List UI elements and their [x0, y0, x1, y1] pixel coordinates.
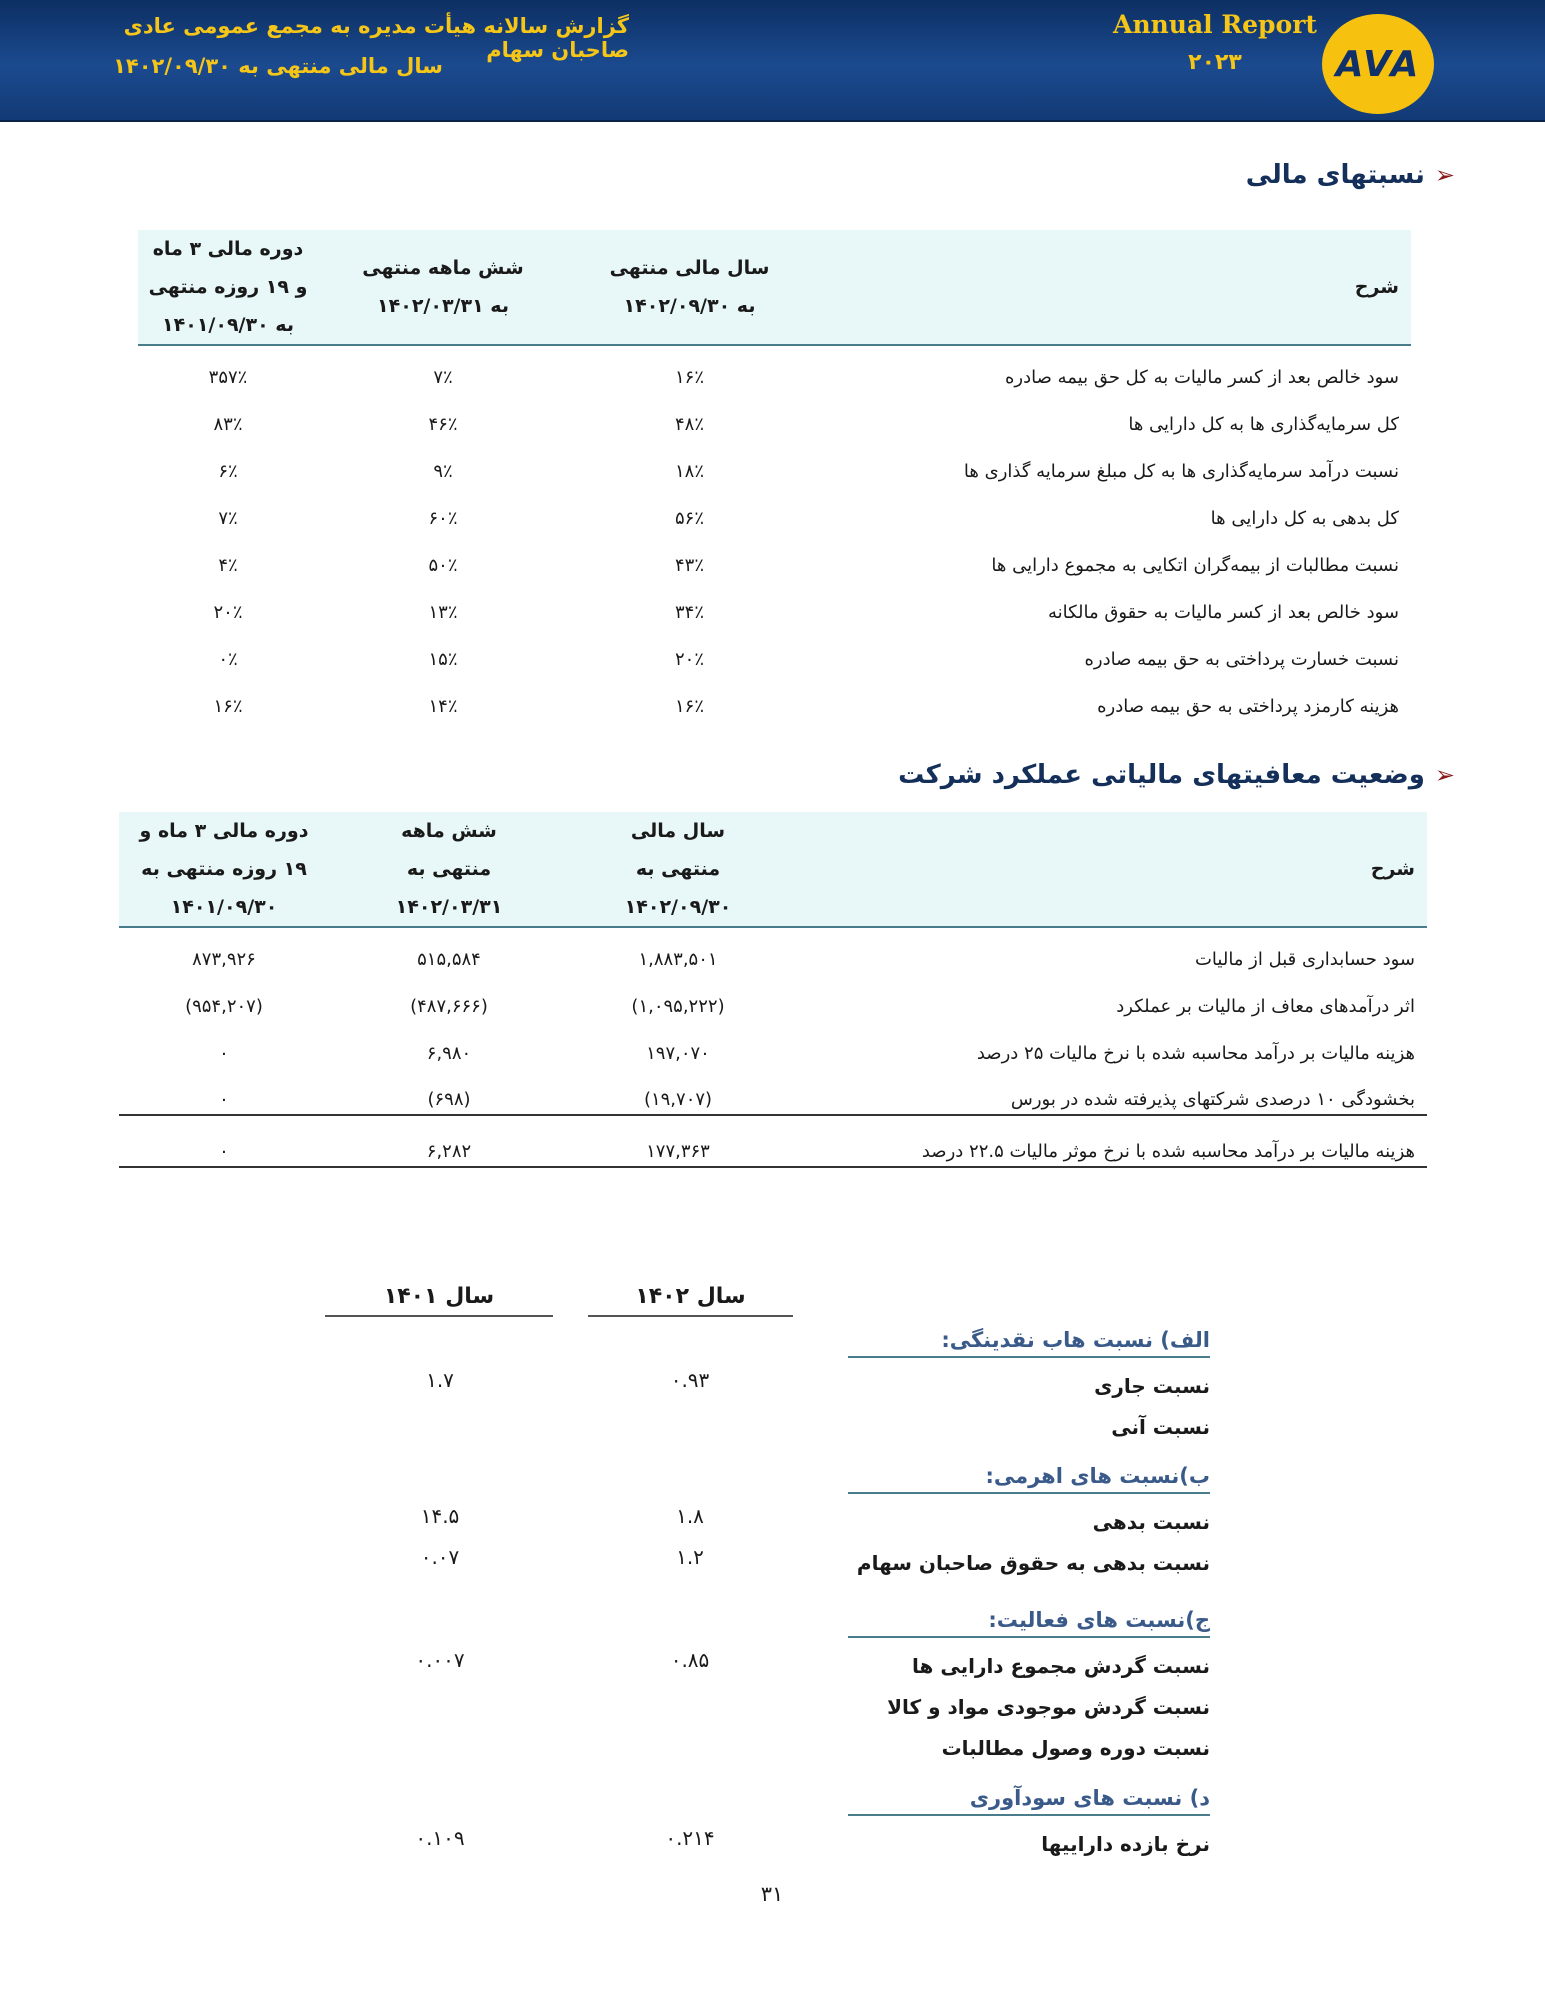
ratio-group-title: ج)نسبت های فعالیت: [848, 1608, 1210, 1638]
ratio-label: نسبت دوره وصول مطالبات [941, 1736, 1210, 1760]
table-row [138, 439, 1411, 486]
report-year: ۲۰۲۳ [1188, 50, 1242, 75]
section-title: وضعیت معافیتهای مالیاتی عملکرد شرکت [898, 760, 1425, 790]
table-row [138, 392, 1411, 439]
row-value: ۳۴٪ [674, 602, 704, 623]
arrow-bullet-icon: ➢ [1434, 161, 1455, 189]
total-row [119, 1115, 1427, 1167]
row-description: سود حسابداری قبل از مالیات [1194, 949, 1415, 970]
table-row [138, 627, 1411, 674]
table-row [119, 1068, 1427, 1115]
ratio-group-title: ب)نسبت های اهرمی: [848, 1464, 1210, 1494]
ava-logo [1322, 14, 1434, 114]
row-description: سود خالص بعد از کسر مالیات به حقوق مالکانه [1047, 602, 1399, 623]
row-value: ۰٪ [218, 649, 238, 670]
table-row [119, 974, 1427, 1021]
ratio-value-1401: ۰.۰۷ [420, 1545, 460, 1569]
total-value: ۶,۲۸۲ [329, 1115, 569, 1167]
year-1401-header: سال ۱۴۰۱ [325, 1284, 553, 1317]
row-description: نسبت مطالبات از بیمه‌گران اتکایی به مجموع دارایی ها [991, 555, 1399, 576]
row-value: ۴۶٪ [428, 414, 458, 435]
row-value: ۳۵۷٪ [208, 367, 248, 388]
row-value: ۲۰٪ [213, 602, 243, 623]
row-value: ۴۸٪ [674, 414, 704, 435]
row-description: اثر درآمدهای معاف از مالیات بر عملکرد [1116, 996, 1415, 1017]
table-row [119, 927, 1427, 974]
table-header-row [119, 812, 1427, 927]
ratio-label: نرخ بازده داراییها [1041, 1832, 1210, 1856]
col-fy1402: سال مالی منتهی به ۱۴۰۲/۰۹/۳۰ [569, 812, 787, 927]
arrow-bullet-icon: ➢ [1434, 761, 1455, 789]
ratio-label: نسبت بدهی به حقوق صاحبان سهام [856, 1551, 1210, 1575]
row-description: بخشودگی ۱۰ درصدی شرکتهای پذیرفته شده در بورس [1010, 1089, 1415, 1110]
ratio-label: نسبت آنی [1111, 1415, 1210, 1439]
ratio-label: نسبت جاری [1094, 1374, 1210, 1398]
row-value: ۰ [219, 1089, 229, 1110]
row-value: ۶,۹۸۰ [426, 1043, 472, 1064]
ratio-value-1401: ۰.۰۰۷ [415, 1648, 465, 1672]
row-value: (۶۹۸) [427, 1089, 471, 1110]
ratio-value-1402: ۰.۸۵ [670, 1648, 710, 1672]
ratio-value-1401: ۱.۷ [426, 1368, 454, 1392]
row-value: ۱۳٪ [428, 602, 458, 623]
ratio-value-1401: ۰.۱۰۹ [415, 1826, 465, 1850]
ratio-value-1402: ۰.۲۱۴ [665, 1826, 715, 1850]
col-description: شرح [811, 230, 1411, 345]
ratio-label: نسبت بدهی [1092, 1510, 1210, 1534]
table-row [138, 674, 1411, 721]
col-6m1402: شش ماهه منتهی به ۱۴۰۲/۰۳/۳۱ [318, 230, 568, 345]
section-title: نسبتهای مالی [1245, 160, 1425, 190]
section-tax-exemption-heading [898, 760, 1455, 790]
row-value: ۷٪ [218, 508, 238, 529]
row-value: ۶۰٪ [428, 508, 458, 529]
row-value: ۱۹۷,۰۷۰ [646, 1043, 710, 1064]
row-value: (۱۹,۷۰۷) [643, 1089, 713, 1110]
ratio-group-title: الف) نسبت هاب نقدینگی: [848, 1328, 1210, 1358]
ratio-value-1402: ۱.۲ [676, 1545, 704, 1569]
col-6m1402: شش ماهه منتهی به ۱۴۰۲/۰۳/۳۱ [329, 812, 569, 927]
row-description: نسبت خسارت پرداختی به حق بیمه صادره [1084, 649, 1399, 670]
row-description: هزینه مالیات بر درآمد محاسبه شده با نرخ مالیات ۲۵ درصد [976, 1043, 1415, 1064]
row-value: ۱۶٪ [674, 696, 704, 717]
ratio-group-title: د) نسبت های سودآوری [848, 1786, 1210, 1816]
row-value: ۴۳٪ [674, 555, 704, 576]
logo-text: AVA [1335, 43, 1421, 85]
row-value: ۱۴٪ [428, 696, 458, 717]
row-value: ۱۵٪ [428, 649, 458, 670]
row-value: ۸۷۳,۹۲۶ [192, 949, 256, 970]
row-value: ۹٪ [433, 461, 453, 482]
total-value: ۰ [119, 1115, 329, 1167]
row-value: ۴٪ [218, 555, 238, 576]
ratio-label: نسبت گردش موجودی مواد و کالا [887, 1695, 1210, 1719]
row-description: نسبت درآمد سرمایه‌گذاری ها به کل مبلغ سرمایه گذاری ها [963, 461, 1399, 482]
row-value: (۴۸۷,۶۶۶) [410, 996, 488, 1017]
row-value: (۹۵۴,۲۰۷) [185, 996, 263, 1017]
row-description: هزینه کارمزد پرداختی به حق بیمه صادره [1097, 696, 1399, 717]
table-row [119, 1021, 1427, 1068]
page-number: ۳۱ [760, 1882, 784, 1906]
table-header-row [138, 230, 1411, 345]
ratio-value-1402: ۱.۸ [676, 1504, 704, 1528]
row-value: ۵۶٪ [674, 508, 704, 529]
annual-report-label: Annual Report [1113, 10, 1317, 39]
col-description: شرح [787, 812, 1427, 927]
ratio-value-1401: ۱۴.۵ [420, 1504, 460, 1528]
table-row [138, 345, 1411, 392]
col-fy1402: سال مالی منتهی به ۱۴۰۲/۰۹/۳۰ [568, 230, 811, 345]
year-1402-header: سال ۱۴۰۲ [588, 1284, 793, 1317]
financial-ratios-table [138, 230, 1411, 721]
col-3m1401: دوره مالی ۳ ماه و ۱۹ روزه منتهی به ۱۴۰۱/۰۹/۳۰ [119, 812, 329, 927]
total-value: ۱۷۷,۳۶۳ [569, 1115, 787, 1167]
row-value: ۵۰٪ [428, 555, 458, 576]
row-value: (۱,۰۹۵,۲۲۲) [631, 996, 725, 1017]
tax-exemption-table [119, 812, 1427, 1168]
row-value: ۸۳٪ [213, 414, 243, 435]
row-value: ۱۶٪ [674, 367, 704, 388]
col-3m1401: دوره مالی ۳ ماه و ۱۹ روزه منتهی به ۱۴۰۱/۰۹/۳۰ [138, 230, 318, 345]
row-value: ۱۶٪ [213, 696, 243, 717]
table-row [138, 580, 1411, 627]
ratio-value-1402: ۰.۹۳ [670, 1368, 710, 1392]
row-description: کل بدهی به کل دارایی ها [1210, 508, 1399, 529]
header-subtitle: سال مالی منتهی به ۱۴۰۲/۰۹/۳۰ [113, 54, 443, 78]
row-value: ۶٪ [218, 461, 238, 482]
ratio-label: نسبت گردش مجموع دارایی ها [912, 1654, 1210, 1678]
report-header [0, 0, 1545, 122]
row-value: ۱۸٪ [674, 461, 704, 482]
row-description: سود خالص بعد از کسر مالیات به کل حق بیمه صادره [1004, 367, 1399, 388]
table-row [138, 486, 1411, 533]
section-financial-ratios-heading [1246, 160, 1455, 190]
row-description: کل سرمایه‌گذاری ها به کل دارایی ها [1128, 414, 1399, 435]
row-value: ۰ [219, 1043, 229, 1064]
table-row [138, 533, 1411, 580]
row-value: ۵۱۵,۵۸۴ [417, 949, 481, 970]
row-value: ۲۰٪ [674, 649, 704, 670]
header-title: گزارش سالانه هیأت مدیره به مجمع عمومی عادی صاحبان سهام [123, 14, 629, 62]
row-value: ۱,۸۸۳,۵۰۱ [638, 949, 718, 970]
row-value: ۷٪ [433, 367, 453, 388]
total-description: هزینه مالیات بر درآمد محاسبه شده با نرخ موثر مالیات ۲۲.۵ درصد [787, 1115, 1427, 1167]
